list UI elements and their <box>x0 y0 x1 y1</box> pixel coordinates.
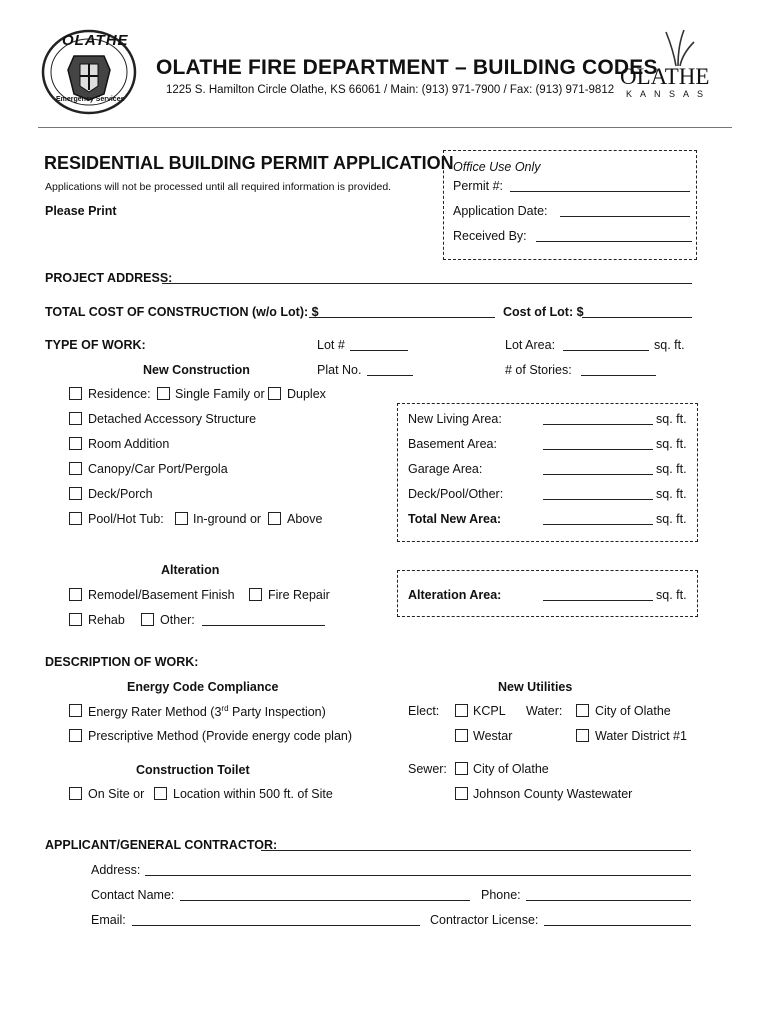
detached-structure-checkbox[interactable] <box>69 412 82 425</box>
phone-field[interactable] <box>526 888 691 901</box>
city-olathe-water-checkbox[interactable] <box>576 704 589 717</box>
city-olathe-water-label: City of Olathe <box>595 704 671 718</box>
applicant-address-label: Address: <box>91 863 141 877</box>
deck-pool-area-field[interactable] <box>543 487 653 500</box>
permit-label: Permit #: <box>453 179 504 193</box>
kcpl-label: KCPL <box>473 704 506 718</box>
total-cost-field[interactable] <box>309 305 495 318</box>
westar-label: Westar <box>473 729 513 743</box>
city-olathe-sewer-checkbox[interactable] <box>455 762 468 775</box>
contractor-license-field[interactable] <box>544 913 691 926</box>
westar-checkbox[interactable] <box>455 729 468 742</box>
remodel-checkbox[interactable] <box>69 588 82 601</box>
new-living-area-unit: sq. ft. <box>656 412 687 426</box>
deck-pool-area-unit: sq. ft. <box>656 487 687 501</box>
lot-cost-label: Cost of Lot: $ <box>503 305 584 319</box>
lot-number-label: Lot # <box>317 338 345 352</box>
alteration-area-label: Alteration Area: <box>408 588 502 602</box>
inground-checkbox[interactable] <box>175 512 188 525</box>
sewer-label: Sewer: <box>408 762 447 776</box>
new-utilities-heading: New Utilities <box>498 680 573 694</box>
residence-checkbox[interactable] <box>69 387 82 400</box>
rehab-label: Rehab <box>88 613 125 627</box>
water-district-checkbox[interactable] <box>576 729 589 742</box>
project-address-field[interactable] <box>162 271 692 284</box>
form-notice: Applications will not be processed until all required information is provided. <box>45 181 392 193</box>
stories-field[interactable] <box>581 363 656 376</box>
on-site-label: On Site or <box>88 787 145 801</box>
new-construction-heading: New Construction <box>143 363 250 377</box>
duplex-label: Duplex <box>287 387 326 401</box>
garage-area-field[interactable] <box>543 462 653 475</box>
duplex-checkbox[interactable] <box>268 387 281 400</box>
garage-area-label: Garage Area: <box>408 462 483 476</box>
pool-hot-tub-label: Pool/Hot Tub: <box>88 512 164 526</box>
inground-label: In-ground or <box>193 512 262 526</box>
above-label: Above <box>287 512 323 526</box>
deck-porch-label: Deck/Porch <box>88 487 153 501</box>
lot-number-field[interactable] <box>350 338 408 351</box>
received-by-field[interactable] <box>536 229 692 242</box>
plat-number-field[interactable] <box>367 363 413 376</box>
rehab-checkbox[interactable] <box>69 613 82 626</box>
water-district-label: Water District #1 <box>595 729 687 743</box>
prescriptive-label: Prescriptive Method (Provide energy code plan) <box>88 729 353 743</box>
basement-area-label: Basement Area: <box>408 437 497 451</box>
applicant-label: APPLICANT/GENERAL CONTRACTOR: <box>45 838 278 852</box>
alteration-area-unit: sq. ft. <box>656 588 687 602</box>
lot-area-label: Lot Area: <box>505 338 556 352</box>
room-addition-label: Room Addition <box>88 437 170 451</box>
canopy-checkbox[interactable] <box>69 462 82 475</box>
energy-rater-checkbox[interactable] <box>69 704 82 717</box>
elect-label: Elect: <box>408 704 440 718</box>
johnson-county-checkbox[interactable] <box>455 787 468 800</box>
new-living-area-field[interactable] <box>543 412 653 425</box>
alteration-heading: Alteration <box>161 563 220 577</box>
city-logo <box>618 28 722 98</box>
basement-area-unit: sq. ft. <box>656 437 687 451</box>
deck-pool-area-label: Deck/Pool/Other: <box>408 487 504 501</box>
other-field[interactable] <box>202 613 325 626</box>
total-new-area-field[interactable] <box>543 512 653 525</box>
office-use-heading: Office Use Only <box>453 160 541 174</box>
energy-code-heading: Energy Code Compliance <box>127 680 279 694</box>
lot-cost-field[interactable] <box>582 305 692 318</box>
application-date-label: Application Date: <box>453 204 548 218</box>
city-logo-name: OLATHE <box>620 64 710 89</box>
total-cost-label: TOTAL COST OF CONSTRUCTION (w/o Lot): $ <box>45 305 319 319</box>
water-label: Water: <box>526 704 563 718</box>
residence-label: Residence: <box>88 387 151 401</box>
seal-text: OLATHE <box>62 32 129 49</box>
email-label: Email: <box>91 913 126 927</box>
kcpl-checkbox[interactable] <box>455 704 468 717</box>
remodel-label: Remodel/Basement Finish <box>88 588 235 602</box>
email-field[interactable] <box>132 913 420 926</box>
single-family-checkbox[interactable] <box>157 387 170 400</box>
fire-repair-label: Fire Repair <box>268 588 330 602</box>
canopy-label: Canopy/Car Port/Pergola <box>88 462 228 476</box>
energy-rater-text-b: Party Inspection) <box>228 705 326 720</box>
deck-porch-checkbox[interactable] <box>69 487 82 500</box>
type-of-work-label: TYPE OF WORK: <box>45 338 146 352</box>
contractor-license-label: Contractor License: <box>430 913 539 927</box>
phone-label: Phone: <box>481 888 521 902</box>
applicant-field[interactable] <box>261 838 691 851</box>
please-print-label: Please Print <box>45 204 117 218</box>
lot-area-unit: sq. ft. <box>654 338 685 352</box>
alteration-area-field[interactable] <box>543 588 653 601</box>
pool-hot-tub-checkbox[interactable] <box>69 512 82 525</box>
applicant-address-field[interactable] <box>145 863 691 876</box>
contact-name-field[interactable] <box>180 888 470 901</box>
city-logo-state: K A N S A S <box>626 89 707 99</box>
received-by-label: Received By: <box>453 229 527 243</box>
location-500-label: Location within 500 ft. of Site <box>173 787 333 801</box>
room-addition-checkbox[interactable] <box>69 437 82 450</box>
description-label: DESCRIPTION OF WORK: <box>45 655 199 669</box>
other-label: Other: <box>160 613 195 627</box>
city-olathe-sewer-label: City of Olathe <box>473 762 549 776</box>
johnson-county-label: Johnson County Wastewater <box>473 787 633 801</box>
fire-department-seal <box>40 26 138 116</box>
new-living-area-label: New Living Area: <box>408 412 502 426</box>
department-address: 1225 S. Hamilton Circle Olathe, KS 66061 / Main: (913) 971-7900 / Fax: (913) 971-9812 <box>166 84 615 96</box>
contact-name-label: Contact Name: <box>91 888 175 902</box>
energy-rater-text-a: Energy Rater Method (3 <box>88 705 222 720</box>
prescriptive-checkbox[interactable] <box>69 729 82 742</box>
on-site-checkbox[interactable] <box>69 787 82 800</box>
seal-bottom-text: Emergency Services <box>56 96 125 103</box>
other-checkbox[interactable] <box>141 613 154 626</box>
garage-area-unit: sq. ft. <box>656 462 687 476</box>
page-title: OLATHE FIRE DEPARTMENT – BUILDING CODES <box>156 56 658 79</box>
total-new-area-unit: sq. ft. <box>656 512 687 526</box>
permit-field[interactable] <box>510 179 690 192</box>
detached-structure-label: Detached Accessory Structure <box>88 412 257 426</box>
above-checkbox[interactable] <box>268 512 281 525</box>
form-title: RESIDENTIAL BUILDING PERMIT APPLICATION <box>44 153 454 173</box>
fire-repair-checkbox[interactable] <box>249 588 262 601</box>
plat-number-label: Plat No. <box>317 363 362 377</box>
construction-toilet-heading: Construction Toilet <box>136 763 250 777</box>
application-date-field[interactable] <box>560 204 690 217</box>
basement-area-field[interactable] <box>543 437 653 450</box>
energy-rater-sup: rd <box>221 704 229 713</box>
total-new-area-label: Total New Area: <box>408 512 502 526</box>
single-family-label: Single Family or <box>175 387 265 401</box>
location-500-checkbox[interactable] <box>154 787 167 800</box>
project-address-label: PROJECT ADDRESS: <box>45 271 173 285</box>
stories-label: # of Stories: <box>505 363 572 377</box>
lot-area-field[interactable] <box>563 338 649 351</box>
energy-rater-label <box>88 704 326 719</box>
header-divider <box>38 127 732 128</box>
